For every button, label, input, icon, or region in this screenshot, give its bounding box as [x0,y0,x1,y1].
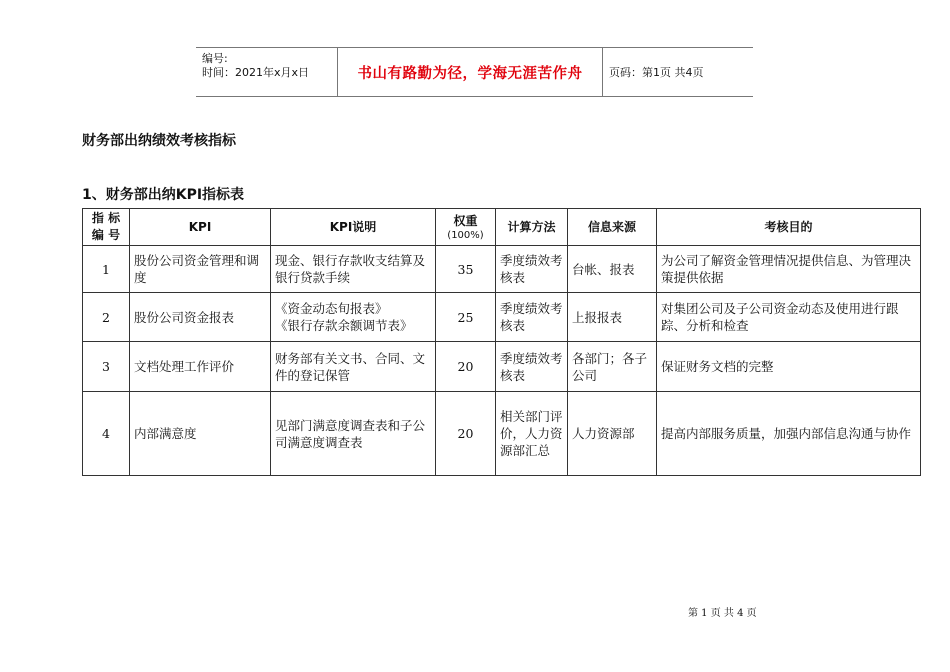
number-label: 编号: [202,52,228,65]
date-label: 时间：2021年x月x日 [202,66,310,79]
table-row [83,392,921,476]
header-kpi: KPI [130,209,271,246]
cell-desc: 见部门满意度调查表和子公司满意度调查表 [271,392,436,476]
cell-source: 各部门；各子公司 [568,342,657,392]
header-meta [196,48,337,96]
page-label: 页码：第1页 共4页 [609,66,704,79]
page-header [196,47,753,97]
cell-kpi: 文档处理工作评价 [130,342,271,392]
cell-weight: 20 [436,342,496,392]
cell-source: 人力资源部 [568,392,657,476]
cell-weight: 35 [436,246,496,293]
cell-purpose: 提高内部服务质量，加强内部信息沟通与协作 [657,392,921,476]
cell-purpose: 为公司了解资金管理情况提供信息、为管理决策提供依据 [657,246,921,293]
cell-id: 3 [83,342,130,392]
document-title: 财务部出纳绩效考核指标 [82,133,236,149]
cell-method: 季度绩效考核表 [496,293,568,342]
motto: 书山有路勤为径，学海无涯苦作舟 [337,48,603,96]
header-weight-unit: (100%) [447,229,484,241]
header-method: 计算方法 [496,209,568,246]
cell-id: 4 [83,392,130,476]
cell-id: 2 [83,293,130,342]
header-id: 指 标 编 号 [83,209,130,246]
cell-method: 季度绩效考核表 [496,342,568,392]
cell-purpose: 对集团公司及子公司资金动态及使用进行跟踪、分析和检查 [657,293,921,342]
table-row [83,293,921,342]
cell-desc: 财务部有关文书、合同、文件的登记保管 [271,342,436,392]
cell-purpose: 保证财务文档的完整 [657,342,921,392]
cell-method: 季度绩效考核表 [496,246,568,293]
cell-method: 相关部门评价，人力资源部汇总 [496,392,568,476]
table-header-row [83,209,921,246]
header-source: 信息来源 [568,209,657,246]
cell-source: 台帐、报表 [568,246,657,293]
cell-desc: 《资金动态旬报表》 《银行存款余额调节表》 [271,293,436,342]
header-weight-label: 权重 [453,213,478,228]
cell-kpi: 股份公司资金管理和调度 [130,246,271,293]
header-weight [436,209,496,246]
cell-id: 1 [83,246,130,293]
table-row [83,246,921,293]
kpi-table [82,208,921,476]
table-row [83,342,921,392]
header-desc: KPI说明 [271,209,436,246]
cell-weight: 20 [436,392,496,476]
cell-desc: 现金、银行存款收支结算及银行贷款手续 [271,246,436,293]
header-purpose: 考核目的 [657,209,921,246]
cell-kpi: 股份公司资金报表 [130,293,271,342]
cell-kpi: 内部满意度 [130,392,271,476]
cell-source: 上报报表 [568,293,657,342]
cell-weight: 25 [436,293,496,342]
section-title: 1、财务部出纳KPI指标表 [82,187,245,203]
page-footer: 第 1 页 共 4 页 [688,608,757,619]
